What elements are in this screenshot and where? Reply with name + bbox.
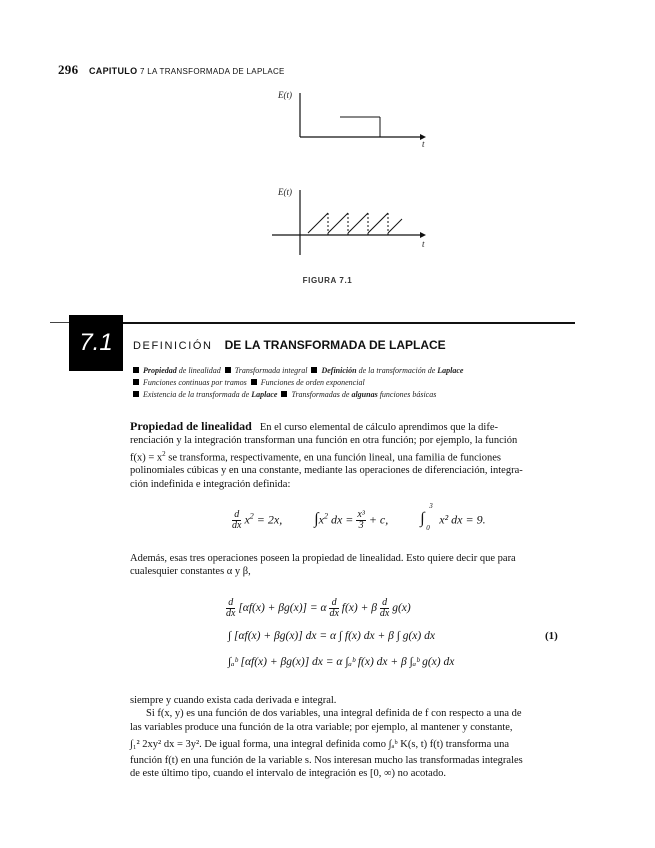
upper-limit: 3 xyxy=(429,502,433,511)
frac-den: dx xyxy=(232,520,242,531)
figure-7-1 xyxy=(260,85,440,275)
bullet-icon xyxy=(133,391,139,397)
text-line: cualesquier constantes α y β, xyxy=(130,566,251,578)
eq-term: x xyxy=(244,512,250,527)
bullet-icon xyxy=(281,391,287,397)
eq-term: dx = xyxy=(327,512,357,527)
topic-text: Transformada integral xyxy=(234,366,308,375)
text-line: Si f(x, y) es una función de dos variables, una integral definida de f con respecto a una de xyxy=(146,708,522,720)
topic-text: funciones básicas xyxy=(379,390,437,399)
topic-text: Funciones de orden exponencial xyxy=(260,378,365,387)
paragraph-lead: Propiedad de linealidad xyxy=(130,419,252,433)
text-line: renciación y la integración transforman una función en otra función; por ejemplo, la función xyxy=(130,435,518,447)
bullet-icon xyxy=(133,379,139,385)
text-line: de este último tipo, cuando el intervalo de integración es [0, ∞) no acotado. xyxy=(130,768,446,780)
frac-num: d xyxy=(380,598,389,609)
eq-term: x² dx = 9. xyxy=(439,512,486,527)
bullet-icon xyxy=(133,367,139,373)
bullet-icon xyxy=(311,367,317,373)
paragraph-integral-transforms xyxy=(130,694,572,781)
chapter-label: CAPITULO xyxy=(88,66,138,76)
eq-term: g(x) xyxy=(392,602,411,615)
equation-number: (1) xyxy=(545,630,558,642)
topic-text: algunas xyxy=(351,390,378,399)
cubic-fraction xyxy=(356,510,365,531)
bottom-graph-arrow-icon xyxy=(420,232,426,238)
definite-integral xyxy=(420,502,436,533)
derivative-fraction xyxy=(226,598,235,619)
topics-line-1 xyxy=(133,366,463,375)
eq-term: [αf(x) + βg(x)] = α xyxy=(238,602,327,615)
top-graph-t-label: t xyxy=(422,139,425,149)
text-span: se transforma, respectivamente, en una función lineal, una familia de funciones xyxy=(165,452,501,464)
text-line xyxy=(130,448,572,465)
derivative-fraction xyxy=(329,598,338,619)
superscript: 2 xyxy=(323,511,328,521)
topic-text: Laplace xyxy=(251,390,278,399)
frac-den: dx xyxy=(379,608,390,619)
bottom-graph-t-label: t xyxy=(422,239,425,249)
frac-num: d xyxy=(232,510,241,521)
bullet-icon xyxy=(251,379,257,385)
frac-num: d xyxy=(226,598,235,609)
chapter-title: 7 LA TRANSFORMADA DE LAPLACE xyxy=(139,67,285,76)
lower-limit: 0 xyxy=(426,524,430,533)
running-head xyxy=(58,62,285,78)
sawtooth-wave xyxy=(308,213,402,235)
equation-2-line-2: ∫ [αf(x) + βg(x)] dx = α ∫ f(x) dx + β ∫ g(x) dx xyxy=(228,630,435,642)
frac-num: x³ xyxy=(357,509,365,520)
text-line: las variables produce una función de la otra variable; por ejemplo, al mantener y constante, xyxy=(130,721,513,733)
equation-2-line-3: ∫ₐᵇ [αf(x) + βg(x)] dx = α ∫ₐᵇ f(x) dx + β ∫ₐᵇ g(x) dx xyxy=(228,656,455,668)
superscript: 2 xyxy=(249,511,254,521)
topic-text: de la transformación de xyxy=(356,366,438,375)
bullet-icon xyxy=(225,367,231,373)
equation-1 xyxy=(232,502,486,533)
eq-term: + c, xyxy=(368,512,389,527)
topic-text: Existencia de la transformada de xyxy=(143,390,250,399)
eq-term: x xyxy=(318,512,324,527)
text-span: f(x) = x xyxy=(130,452,163,464)
section-title-word2: DE LA TRANSFORMADA DE LAPLACE xyxy=(224,338,446,352)
top-graph xyxy=(277,90,426,149)
page-number: 296 xyxy=(58,62,79,77)
eq-term: f(x) + β xyxy=(341,602,377,615)
bottom-graph xyxy=(272,187,426,255)
section-title xyxy=(133,336,446,354)
header-rule xyxy=(120,322,575,324)
derivative-fraction xyxy=(232,510,241,531)
equation-2-line-1 xyxy=(226,598,411,619)
topics-line-3 xyxy=(133,390,436,399)
topic-text: Funciones continuas por tramos xyxy=(143,378,247,387)
text-line: En el curso elemental de cálculo aprendimos que la dife- xyxy=(259,422,499,433)
section-title-word1: DEFINICIÓN xyxy=(133,340,213,352)
integral-sign: ∫ xyxy=(314,510,319,528)
section-number-badge: 7.1 xyxy=(69,315,123,371)
figure-caption: FIGURA 7.1 xyxy=(302,276,353,285)
topic-text: Definición xyxy=(321,366,357,375)
text-line: siempre y cuando exista cada derivada e integral. xyxy=(130,695,337,706)
frac-den: 3 xyxy=(358,520,364,531)
topics-line-2 xyxy=(133,378,365,387)
text-line: función f(t) en una función de la variable s. Nos interesan mucho las transformadas integrales xyxy=(130,755,523,767)
superscript: 2 xyxy=(162,449,166,458)
topic-text: Transformadas de xyxy=(291,390,350,399)
topic-text: de linealidad xyxy=(176,366,221,375)
text-line: ción indefinida e integración definida: xyxy=(130,478,291,490)
frac-den: dx xyxy=(329,608,339,619)
top-graph-label: E(t) xyxy=(278,90,292,100)
frac-den: dx xyxy=(226,608,236,619)
integral-sign: ∫ xyxy=(420,510,425,528)
text-line: ∫₁² 2xy² dx = 3y². De igual forma, una integral definida como ∫ₐᵇ K(s, t) f(t) transforma una xyxy=(130,738,510,750)
topic-text: Propiedad xyxy=(143,366,177,375)
paragraph-constants xyxy=(130,552,572,579)
text-line: polinomiales cúbicas y en una constante, mediante las operaciones de diferenciación, integra- xyxy=(130,465,523,477)
derivative-fraction xyxy=(380,598,389,619)
bottom-graph-label: E(t) xyxy=(278,187,292,197)
text-line: Además, esas tres operaciones poseen la propiedad de linealidad. Esto quiere decir que para xyxy=(130,553,516,564)
topic-text: Laplace xyxy=(437,366,464,375)
paragraph-linearity xyxy=(130,420,572,491)
eq-term: = 2x, xyxy=(256,512,283,527)
frac-num: d xyxy=(329,598,338,609)
